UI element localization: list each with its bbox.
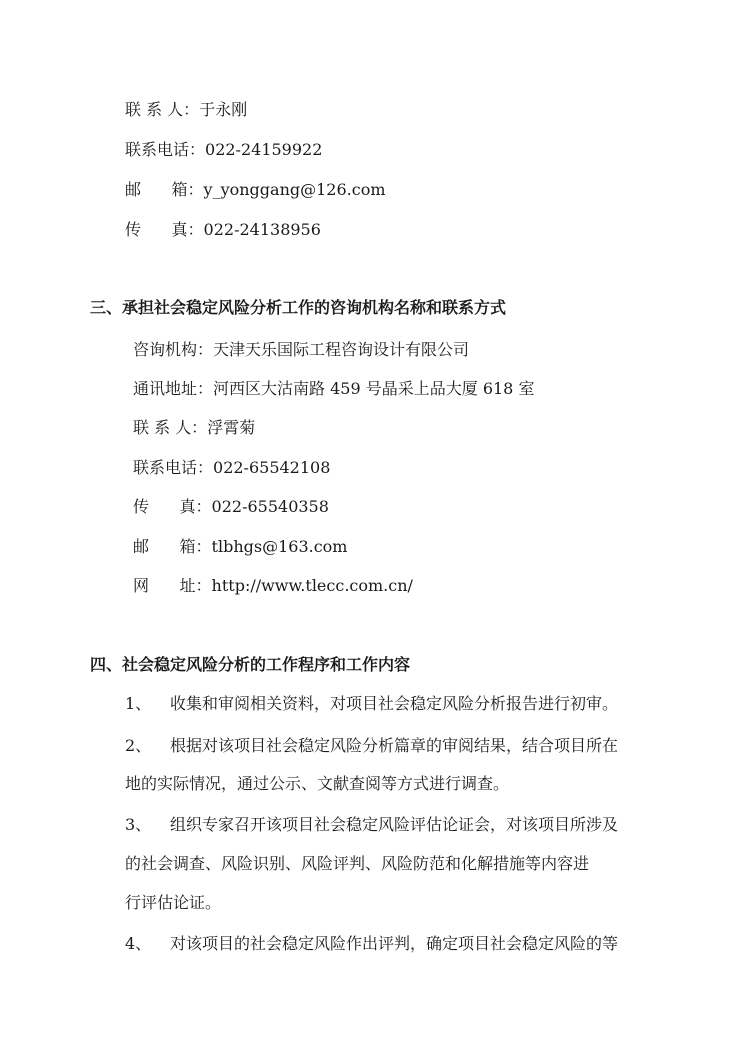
email-value: y_yonggang@126.com xyxy=(203,180,386,199)
phone-value: 022-65542108 xyxy=(213,458,331,477)
item-number: 4、 xyxy=(125,934,152,953)
address-row xyxy=(133,379,534,399)
web-label: 网 址： xyxy=(133,576,212,595)
fax-value: 022-24138956 xyxy=(203,220,321,239)
contact-label: 联 系 人： xyxy=(133,418,208,437)
item-text: 收集和审阅相关资料，对项目社会稳定风险分析报告进行初审。 xyxy=(170,694,619,713)
section3-contact-row xyxy=(133,418,255,438)
web-value: http://www.tlecc.com.cn/ xyxy=(211,576,413,595)
address-value: 河西区大沽南路 459 号晶采上品大厦 618 室 xyxy=(213,379,535,398)
contact-value: 于永刚 xyxy=(199,100,248,119)
item-number: 3、 xyxy=(125,815,152,834)
item-text: 根据对该项目社会稳定风险分析篇章的审阅结果，结合项目所在 xyxy=(170,736,619,755)
top-phone-row xyxy=(125,140,322,160)
section3-heading: 三、承担社会稳定风险分析工作的咨询机构名称和联系方式 xyxy=(90,298,507,317)
email-label: 邮 箱： xyxy=(133,537,212,556)
section3-email-row xyxy=(133,537,347,557)
email-value: tlbhgs@163.com xyxy=(211,537,348,556)
agency-row xyxy=(133,340,469,360)
item-text: 的社会调查、风险识别、风险评判、风险防范和化解措施等内容进 xyxy=(125,854,590,873)
top-fax-row xyxy=(125,220,321,240)
contact-label: 联 系 人： xyxy=(125,100,200,119)
item-text: 行评估论证。 xyxy=(125,893,222,912)
fax-value: 022-65540358 xyxy=(211,497,329,516)
phone-label: 联系电话： xyxy=(125,140,206,159)
item-text: 对该项目的社会稳定风险作出评判，确定项目社会稳定风险的等 xyxy=(170,934,619,953)
contact-value: 浮霄菊 xyxy=(207,418,256,437)
top-email-row xyxy=(125,180,386,200)
item-text: 组织专家召开该项目社会稳定风险评估论证会，对该项目所涉及 xyxy=(170,815,619,834)
agency-label: 咨询机构： xyxy=(133,340,214,359)
section4-heading: 四、社会稳定风险分析的工作程序和工作内容 xyxy=(90,655,411,674)
phone-label: 联系电话： xyxy=(133,458,214,477)
section3-phone-row xyxy=(133,458,330,478)
address-label: 通讯地址： xyxy=(133,379,214,398)
section3-fax-row xyxy=(133,497,329,517)
item-number: 2、 xyxy=(125,736,152,755)
phone-value: 022-24159922 xyxy=(205,140,323,159)
agency-value: 天津天乐国际工程咨询设计有限公司 xyxy=(213,340,470,359)
top-contact-row xyxy=(125,100,247,120)
fax-label: 传 真： xyxy=(133,497,212,516)
fax-label: 传 真： xyxy=(125,220,204,239)
section3-web-row xyxy=(133,576,413,596)
item-text: 地的实际情况，通过公示、文献查阅等方式进行调查。 xyxy=(125,774,510,793)
email-label: 邮 箱： xyxy=(125,180,204,199)
item-number: 1、 xyxy=(125,694,152,713)
